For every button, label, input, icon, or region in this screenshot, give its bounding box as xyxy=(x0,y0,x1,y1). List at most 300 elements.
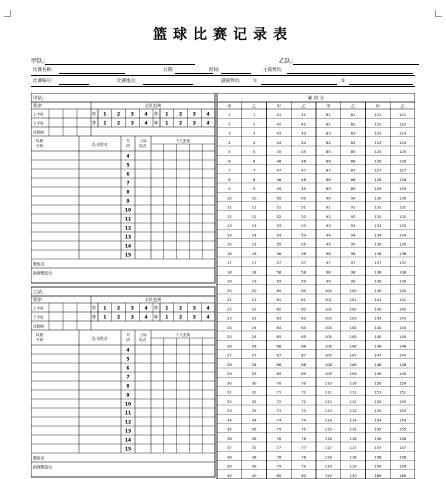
score-number: 136 xyxy=(374,251,382,256)
score-number: 68 xyxy=(301,362,306,367)
score-number: 54 xyxy=(276,233,282,238)
jersey-number: 10 xyxy=(124,402,132,408)
score-number: 31 xyxy=(251,390,257,395)
score-number: 103 xyxy=(324,316,332,321)
score-number: 76 xyxy=(301,436,306,441)
jersey-number: 4 xyxy=(126,154,130,160)
score-number: 101 xyxy=(349,298,357,303)
score-number: 55 xyxy=(276,242,282,247)
score-number: 8 xyxy=(252,177,256,182)
on-court-header: 队员 xyxy=(139,338,147,342)
score-number: 136 xyxy=(399,251,407,256)
team-fouls-header: 全队犯规 xyxy=(144,102,162,108)
score-number: 126 xyxy=(374,159,382,164)
jersey-number: 15 xyxy=(124,253,132,259)
score-number: 82 xyxy=(326,122,331,127)
score-number: 28 xyxy=(227,362,232,367)
score-number: 148 xyxy=(399,362,407,367)
score-number: 46 xyxy=(301,159,306,164)
score-number: 62 xyxy=(301,307,306,312)
score-number: 105 xyxy=(324,335,332,340)
score-number: 86 xyxy=(326,159,331,164)
score-number: 105 xyxy=(349,335,357,340)
score-number: 68 xyxy=(276,362,282,367)
score-number: 33 xyxy=(227,409,232,414)
jersey-number: 4 xyxy=(126,348,130,354)
jersey-number: 9 xyxy=(126,393,130,399)
score-team-a-label: 甲 xyxy=(276,103,281,109)
score-number: 13 xyxy=(227,224,232,229)
score-number: 94 xyxy=(350,233,356,238)
score-team-b-label: 乙 xyxy=(301,103,306,109)
score-number: 160 xyxy=(374,473,382,478)
score-number: 25 xyxy=(251,335,257,340)
score-number: 66 xyxy=(301,344,306,349)
score-number: 137 xyxy=(399,261,407,266)
score-number: 112 xyxy=(324,399,332,404)
foul-number: 1 xyxy=(103,306,107,312)
score-number: 150 xyxy=(399,381,407,386)
foul-number: 1 xyxy=(165,306,169,312)
score-number: 33 xyxy=(251,409,257,414)
time-field[interactable] xyxy=(221,73,251,74)
score-number: 152 xyxy=(399,399,407,404)
foul-number: 2 xyxy=(116,306,121,312)
team-b-label: 乙队: xyxy=(279,58,294,65)
score-number: 35 xyxy=(251,427,257,432)
score-number: 116 xyxy=(349,436,357,441)
score-number: 153 xyxy=(399,409,407,414)
score-number: 41 xyxy=(276,113,282,118)
score-number: 83 xyxy=(350,131,356,136)
license-header: 号码 xyxy=(36,338,44,342)
jersey-number: 9 xyxy=(126,199,130,205)
score-number: 112 xyxy=(349,399,357,404)
score-number: 110 xyxy=(349,381,357,386)
score-number: 117 xyxy=(324,446,332,451)
coach-label: 教练员 xyxy=(33,261,45,267)
score-number: 110 xyxy=(324,381,332,386)
score-number: 89 xyxy=(350,187,356,192)
score-number: 101 xyxy=(324,298,332,303)
timeout-label: 暂停: xyxy=(33,102,43,108)
score-number: 2 xyxy=(252,122,256,127)
jersey-number: 8 xyxy=(126,190,130,196)
referee-label: 主裁判员: xyxy=(263,68,283,73)
score-number: 128 xyxy=(399,177,407,182)
score-team-a-label: 甲 xyxy=(227,103,232,109)
page-corner-mark-left xyxy=(4,10,11,17)
foul-number: 2 xyxy=(178,121,183,127)
jersey-number: 13 xyxy=(124,429,132,435)
score-number: 133 xyxy=(399,224,407,229)
score-number: 100 xyxy=(349,288,357,293)
on-court-header: 队员 xyxy=(139,144,147,148)
score-number: 84 xyxy=(350,140,356,145)
score-number: 22 xyxy=(227,307,232,312)
score-number: 51 xyxy=(276,205,282,210)
score-number: 144 xyxy=(399,325,407,330)
license-header: 执照 xyxy=(36,139,44,143)
score-number: 81 xyxy=(326,113,331,118)
score-number: 23 xyxy=(227,316,232,321)
score-number: 27 xyxy=(251,353,257,358)
foul-number: 3 xyxy=(192,121,196,127)
score-number: 108 xyxy=(324,362,332,367)
score-number: 80 xyxy=(276,473,282,478)
score-number: 77 xyxy=(276,446,282,451)
jersey-number: 14 xyxy=(124,244,132,250)
foul-number: 4 xyxy=(206,306,210,312)
score-number: 123 xyxy=(399,131,407,136)
team-a-name-field[interactable] xyxy=(45,57,195,65)
score-number: 97 xyxy=(326,261,331,266)
score-number: 145 xyxy=(399,335,407,340)
license-header: 执照 xyxy=(36,333,44,337)
foul-number: 1 xyxy=(103,121,107,127)
score-number: 117 xyxy=(349,446,357,451)
score-number: 125 xyxy=(399,150,407,155)
jersey-number: 8 xyxy=(126,384,130,390)
score-number: 157 xyxy=(374,446,382,451)
score-number: 83 xyxy=(326,131,331,136)
period-marker: ② xyxy=(153,305,159,312)
score-number: 135 xyxy=(374,242,382,247)
score-number: 92 xyxy=(326,214,331,219)
score-number: 100 xyxy=(324,288,332,293)
foul-number: 3 xyxy=(130,112,134,118)
score-number: 45 xyxy=(276,150,282,155)
score-number: 87 xyxy=(350,168,356,173)
score-number: 121 xyxy=(399,113,407,118)
jersey-number: 6 xyxy=(126,366,130,372)
score-number: 25 xyxy=(227,335,232,340)
score-number: 20 xyxy=(227,288,232,293)
score-number: 81 xyxy=(350,113,356,118)
umpire-2-field[interactable] xyxy=(349,84,413,85)
score-number: 156 xyxy=(399,436,407,441)
umpire-label: 副裁判员: xyxy=(221,79,241,84)
score-number: 138 xyxy=(374,270,382,275)
score-number: 92 xyxy=(350,214,356,219)
score-number: 7 xyxy=(228,168,231,173)
period-marker: ④ xyxy=(153,314,159,321)
score-number: 59 xyxy=(301,279,306,284)
score-number: 79 xyxy=(276,464,282,469)
score-number: 93 xyxy=(326,224,331,229)
score-number: 29 xyxy=(251,372,257,377)
score-number: 157 xyxy=(399,446,407,451)
score-number: 72 xyxy=(301,399,306,404)
score-number: 15 xyxy=(227,242,232,247)
score-number: 59 xyxy=(276,279,282,284)
jersey-number: 5 xyxy=(126,163,130,169)
score-number: 106 xyxy=(349,344,357,349)
score-number: 18 xyxy=(227,270,232,275)
foul-number: 3 xyxy=(192,306,196,312)
score-number: 17 xyxy=(251,261,257,266)
jersey-number: 14 xyxy=(124,438,132,444)
score-number: 34 xyxy=(227,418,232,423)
period-marker: ② xyxy=(153,111,159,118)
score-number: 122 xyxy=(374,122,382,127)
umpire-1-field[interactable] xyxy=(261,84,337,85)
score-number: 97 xyxy=(350,261,356,266)
score-number: 99 xyxy=(326,279,331,284)
score-number: 121 xyxy=(374,113,382,118)
score-number: 142 xyxy=(374,307,382,312)
score-number: 74 xyxy=(301,418,306,423)
score-number: 85 xyxy=(326,150,331,155)
score-number: 49 xyxy=(276,187,282,192)
score-number: 151 xyxy=(374,390,382,395)
score-number: 4 xyxy=(228,140,231,145)
score-number: 62 xyxy=(276,307,282,312)
score-number: 108 xyxy=(349,362,357,367)
score-number: 96 xyxy=(326,251,331,256)
score-number: 21 xyxy=(251,298,257,303)
score-number: 2 xyxy=(228,122,231,127)
score-number: 52 xyxy=(301,214,306,219)
score-number: 91 xyxy=(326,205,331,210)
score-number: 73 xyxy=(301,409,306,414)
score-number: 103 xyxy=(349,316,357,321)
score-number: 50 xyxy=(301,196,306,201)
score-number: 71 xyxy=(276,390,282,395)
score-number: 9 xyxy=(228,187,231,192)
score-number: 15 xyxy=(251,242,257,247)
foul-number: 3 xyxy=(192,315,196,321)
timeout-label: 暂停: xyxy=(33,296,43,302)
jersey-header: 号 xyxy=(126,139,130,143)
score-number: 88 xyxy=(350,177,356,182)
score-number: 118 xyxy=(324,455,332,460)
score-number: 129 xyxy=(374,187,382,192)
score-number: 19 xyxy=(227,279,232,284)
score-number: 71 xyxy=(301,390,306,395)
score-number: 24 xyxy=(251,325,257,330)
score-number: 90 xyxy=(326,196,331,201)
score-number: 10 xyxy=(251,196,257,201)
score-number: 114 xyxy=(349,418,357,423)
score-number: 126 xyxy=(399,159,407,164)
referee-field[interactable] xyxy=(287,73,413,74)
score-number: 65 xyxy=(301,335,306,340)
score-number: 124 xyxy=(399,140,407,145)
score-number: 148 xyxy=(374,362,382,367)
score-number: 151 xyxy=(399,390,407,395)
score-number: 55 xyxy=(301,242,306,247)
score-number: 32 xyxy=(251,399,257,404)
score-number: 1 xyxy=(252,113,256,118)
venue-field[interactable] xyxy=(143,84,193,85)
score-number: 57 xyxy=(276,261,282,266)
score-number: 85 xyxy=(350,150,356,155)
team-a-label: 甲队: xyxy=(31,58,46,65)
foul-number: 1 xyxy=(165,112,169,118)
score-number: 35 xyxy=(227,427,232,432)
score-number: 80 xyxy=(301,473,306,478)
score-number: 79 xyxy=(301,464,306,469)
match-name-field[interactable] xyxy=(59,73,125,74)
foul-number: 4 xyxy=(206,315,210,321)
period-marker: ① xyxy=(91,111,97,118)
score-number: 89 xyxy=(326,187,331,192)
score-number: 56 xyxy=(301,251,306,256)
jersey-header: 号 xyxy=(126,333,130,337)
score-number: 28 xyxy=(251,362,257,367)
score-number: 37 xyxy=(251,446,257,451)
match-number-field[interactable] xyxy=(59,84,89,85)
score-number: 19 xyxy=(251,279,257,284)
score-number: 104 xyxy=(349,325,357,330)
score-sheet-grid xyxy=(31,93,415,479)
score-number: 48 xyxy=(301,177,306,182)
score-number: 65 xyxy=(276,335,282,340)
venue-label: 比赛地点: xyxy=(117,79,137,84)
score-number: 70 xyxy=(301,381,306,386)
half-label: 决胜期 xyxy=(33,324,44,329)
jersey-number: 7 xyxy=(126,181,130,187)
foul-number: 3 xyxy=(130,121,134,127)
score-number: 129 xyxy=(399,187,407,192)
half-label: 下半时 xyxy=(33,121,44,126)
score-number: 23 xyxy=(251,316,257,321)
score-number: 20 xyxy=(251,288,257,293)
score-number: 61 xyxy=(301,298,306,303)
score-number: 143 xyxy=(399,316,407,321)
score-number: 158 xyxy=(374,455,382,460)
score-number: 39 xyxy=(227,464,232,469)
score-number: 3 xyxy=(252,131,256,136)
score-number: 46 xyxy=(276,159,282,164)
score-number: 58 xyxy=(276,270,282,275)
score-number: 58 xyxy=(301,270,306,275)
score-number: 155 xyxy=(374,427,382,432)
score-number: 107 xyxy=(324,353,332,358)
score-number: 77 xyxy=(301,446,306,451)
score-number: 11 xyxy=(227,205,232,210)
score-number: 120 xyxy=(324,473,332,478)
score-number: 95 xyxy=(350,242,356,247)
score-number: 118 xyxy=(349,455,357,460)
personal-fouls-header: 个人犯规 xyxy=(175,139,191,143)
jersey-header: 码 xyxy=(126,338,130,342)
score-number: 5 xyxy=(252,150,256,155)
score-number: 69 xyxy=(301,372,306,377)
score-number: 38 xyxy=(251,455,257,460)
score-number: 63 xyxy=(276,316,282,321)
half-label: 上半时 xyxy=(33,306,44,311)
period-marker: ① xyxy=(91,305,97,312)
score-number: 17 xyxy=(227,261,232,266)
score-number: 39 xyxy=(251,464,257,469)
personal-fouls-header: 个人犯规 xyxy=(175,333,191,337)
score-number: 127 xyxy=(374,168,382,173)
score-number: 29 xyxy=(227,372,232,377)
score-team-b-label: 乙 xyxy=(400,103,405,109)
foul-number: 3 xyxy=(192,112,196,118)
score-number: 12 xyxy=(251,214,257,219)
score-number: 155 xyxy=(399,427,407,432)
period-marker: ③ xyxy=(91,314,97,321)
score-number: 30 xyxy=(251,381,257,386)
team-b-name-field[interactable] xyxy=(293,57,419,65)
score-number: 152 xyxy=(374,399,382,404)
score-number: 44 xyxy=(301,140,306,145)
score-number: 54 xyxy=(301,233,306,238)
score-number: 82 xyxy=(350,122,356,127)
foul-number: 1 xyxy=(103,315,107,321)
score-number: 3 xyxy=(228,131,231,136)
date-field[interactable] xyxy=(175,73,213,74)
score-number: 115 xyxy=(349,427,357,432)
score-number: 6 xyxy=(228,159,231,164)
score-number: 84 xyxy=(326,140,331,145)
score-number: 93 xyxy=(350,224,356,229)
on-court-header: 上场 xyxy=(139,333,147,337)
score-number: 66 xyxy=(276,344,282,349)
half-label: 决胜期 xyxy=(33,130,44,135)
score-number: 1 xyxy=(228,113,231,118)
score-number: 18 xyxy=(251,270,257,275)
jersey-number: 6 xyxy=(126,172,130,178)
score-number: 130 xyxy=(399,196,407,201)
team-b-heading xyxy=(279,56,419,65)
score-number: 60 xyxy=(276,288,282,293)
score-number: 91 xyxy=(350,205,356,210)
score-team-b-label: 乙 xyxy=(252,103,257,109)
score-number: 42 xyxy=(301,122,306,127)
period-marker: ③ xyxy=(91,120,97,127)
score-number: 47 xyxy=(276,168,282,173)
score-number: 31 xyxy=(227,390,232,395)
score-number: 120 xyxy=(349,473,357,478)
running-score-header: 累 进 分 xyxy=(307,96,325,102)
assistant-coach-label: 助理教练员 xyxy=(33,464,52,470)
score-number: 135 xyxy=(399,242,407,247)
score-number: 75 xyxy=(276,427,282,432)
foul-number: 3 xyxy=(130,315,134,321)
jersey-header: 码 xyxy=(126,144,130,148)
score-number: 153 xyxy=(374,409,382,414)
score-number: 32 xyxy=(227,399,232,404)
score-number: 114 xyxy=(324,418,332,423)
score-number: 149 xyxy=(374,372,382,377)
score-number: 14 xyxy=(227,233,232,238)
player-name-header: 队员姓名 xyxy=(92,142,108,147)
player-name-header: 队员姓名 xyxy=(92,336,108,341)
jersey-number: 12 xyxy=(124,420,132,426)
score-number: 123 xyxy=(374,131,382,136)
time-label: 时间: xyxy=(209,68,220,73)
score-number: 127 xyxy=(399,168,407,173)
score-sheet xyxy=(31,93,415,479)
foul-number: 2 xyxy=(116,315,121,321)
info-row-2 xyxy=(31,77,415,87)
score-number: 6 xyxy=(252,159,256,164)
score-number: 76 xyxy=(276,436,282,441)
foul-number: 4 xyxy=(144,315,148,321)
score-number: 36 xyxy=(251,436,257,441)
score-number: 26 xyxy=(251,344,257,349)
score-number: 16 xyxy=(251,251,257,256)
score-number: 145 xyxy=(374,335,382,340)
score-number: 43 xyxy=(276,131,282,136)
score-number: 98 xyxy=(350,270,356,275)
score-number: 131 xyxy=(399,205,407,210)
score-number: 53 xyxy=(276,224,282,229)
